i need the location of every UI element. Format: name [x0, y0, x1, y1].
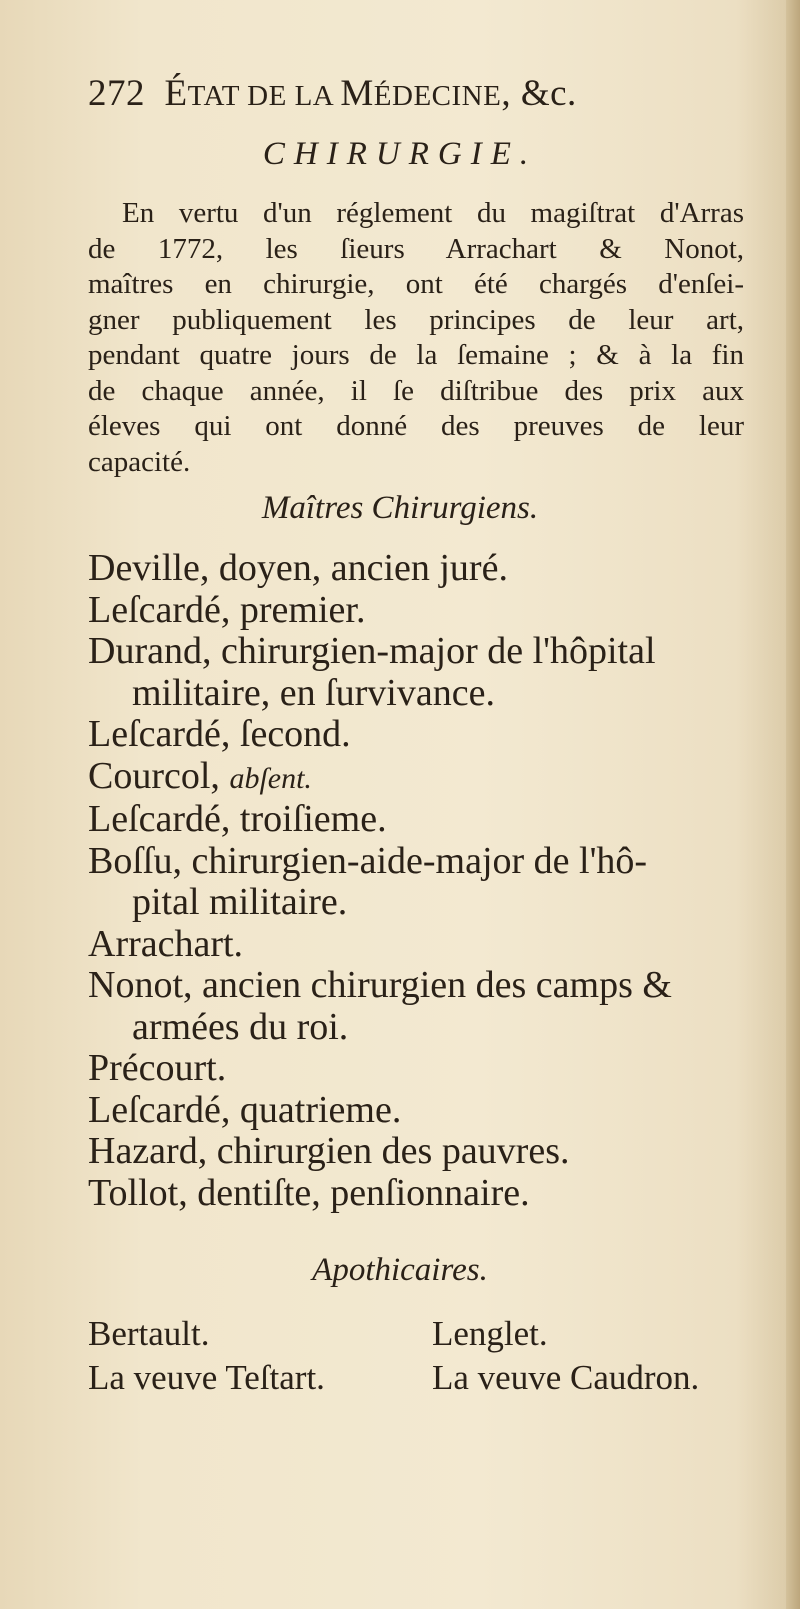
list-item: La veuve Caudron. — [432, 1358, 700, 1397]
list-item: Deville, doyen, ancien juré. — [88, 547, 508, 589]
list-item: Arrachart. — [88, 922, 244, 965]
list-item: Tollot, dentiſte, penſionnaire. — [88, 1171, 530, 1214]
apothecaries-row — [88, 1312, 748, 1356]
list-item: Durand, chirurgien-major de l'hôpital — [88, 630, 656, 672]
list-item: La veuve Teſtart. — [88, 1358, 325, 1397]
list-item: Leſcardé, ſecond. — [88, 713, 351, 755]
absent-note: abſent. — [229, 761, 312, 795]
paragraph-line: gner publiquement les principes de leur art, — [88, 303, 744, 336]
list-item: Nonot, ancien chirurgien des camps & — [88, 964, 672, 1006]
list-item: Leſcardé, quatrieme. — [88, 1088, 402, 1131]
running-header — [88, 72, 728, 115]
paragraph-line: de chaque année, il ſe diſtribue des prix aux — [88, 374, 744, 407]
section-title: CHIRURGIE. — [262, 136, 538, 172]
list-item-continuation: militaire, en ſurvivance. — [132, 671, 495, 714]
list-item: Leſcardé, troiſieme. — [88, 798, 387, 840]
paragraph-line: de 1772, les ſieurs Arrachart & Nonot, — [88, 232, 744, 265]
paragraph-line: En vertu d'un réglement du magiſtrat d'Arras — [122, 197, 744, 229]
apothecaries-heading: Apothicaires. — [312, 1252, 488, 1288]
list-item: Bertault. — [88, 1314, 210, 1353]
apothecaries-list — [88, 1312, 748, 1400]
masters-list — [88, 548, 748, 1214]
list-item: Lenglet. — [432, 1314, 548, 1353]
list-item: Courcol, abſent. — [88, 754, 312, 797]
masters-heading: Maîtres Chirurgiens. — [261, 490, 539, 526]
paragraph-line: maîtres en chirurgie, ont été chargés d'enſei- — [88, 268, 744, 300]
running-title: ÉTAT DE LA MÉDECINE, &c. — [164, 73, 577, 114]
apothecaries-row — [88, 1356, 748, 1400]
list-item: Leſcardé, premier. — [88, 588, 366, 631]
page-edge — [786, 0, 800, 1609]
paragraph-line: éleves qui ont donné des preuves de leur — [88, 410, 744, 442]
intro-paragraph — [88, 196, 744, 480]
page-number: 272 — [88, 73, 145, 114]
list-item: Hazard, chirurgien des pauvres. — [88, 1130, 570, 1172]
paragraph-line: pendant quatre jours de la ſemaine ; & à la fin — [88, 339, 744, 371]
list-item-continuation: pital militaire. — [132, 881, 348, 923]
paragraph-line: capacité. — [88, 445, 191, 478]
list-item: Précourt. — [88, 1047, 227, 1089]
list-item-continuation: armées du roi. — [132, 1005, 349, 1048]
list-item: Boſſu, chirurgien-aide-major de l'hô- — [88, 839, 648, 882]
